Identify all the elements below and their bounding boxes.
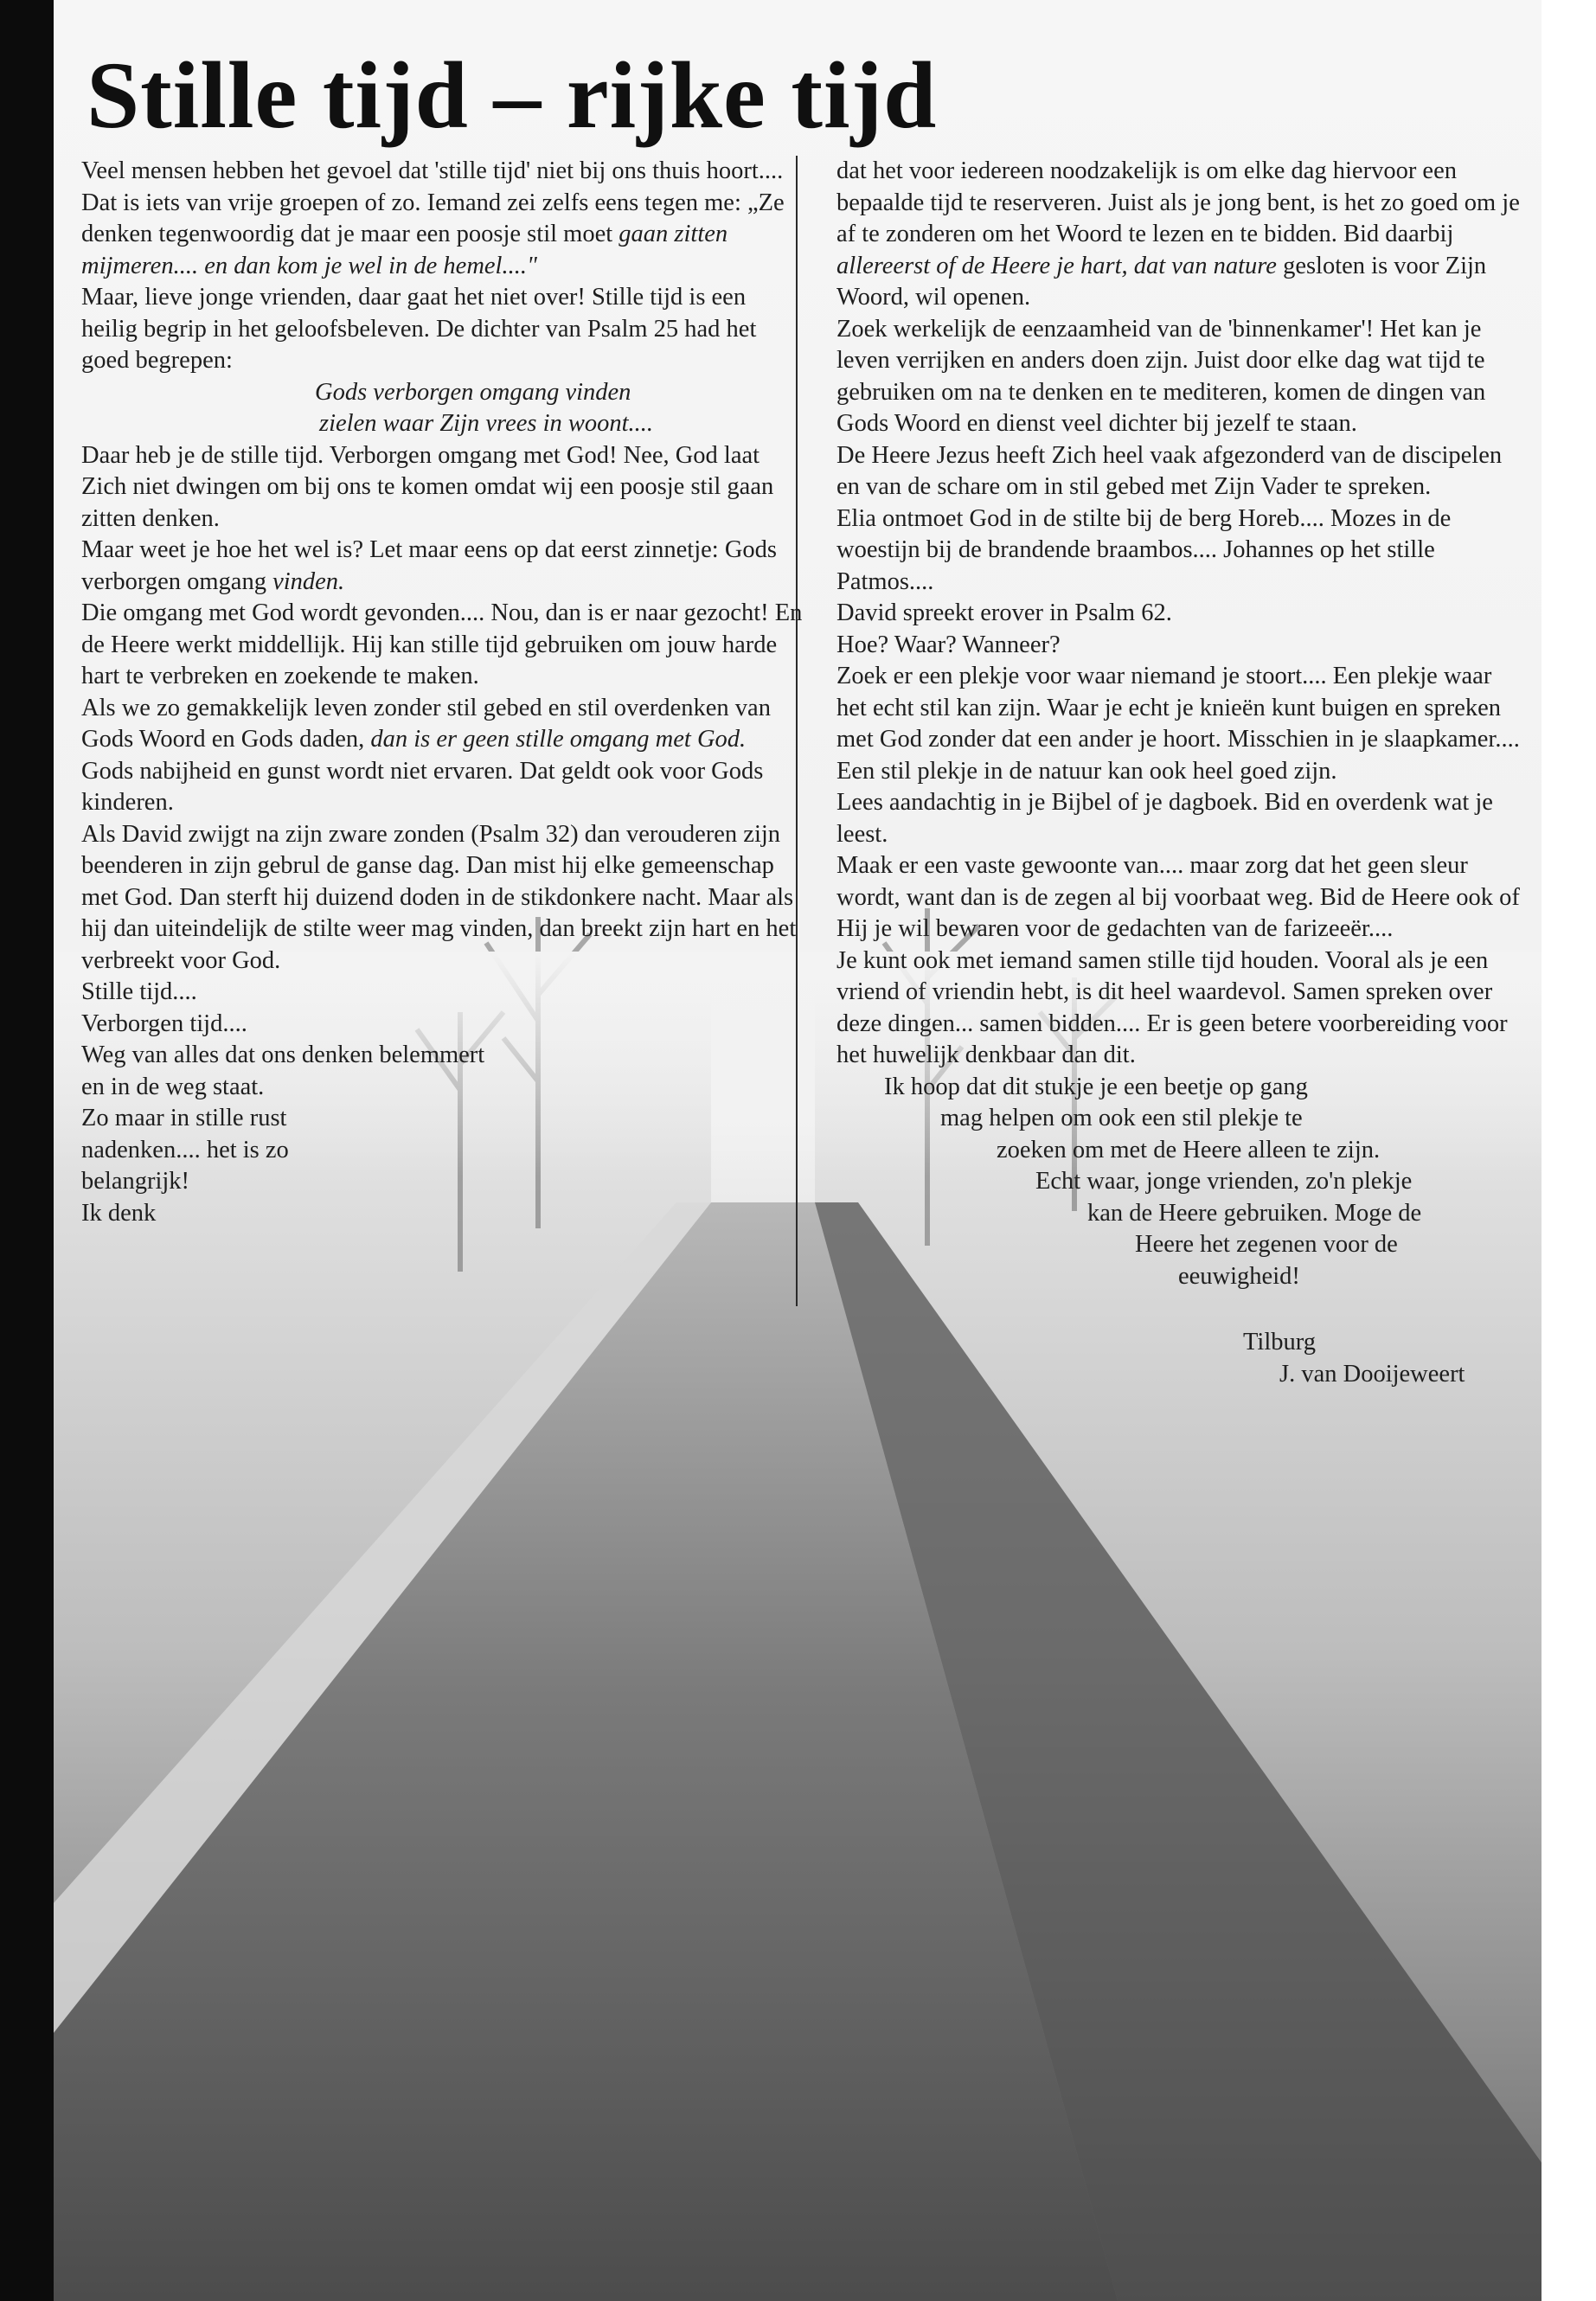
- short-line: Ik denk: [81, 1199, 157, 1227]
- paragraph: dat het voor iedereen noodzakelijk is om elke dag hiervoor een bepaalde tijd te reserveren. Juist als je jong bent, is het zo goed om je af te zonderen om het Woord te lezen en te bidden. Bid daarbij allereerst of de Heere je hart, dat van nature gesloten is voor Zijn Woord, wil openen.: [836, 157, 1520, 311]
- paragraph: Die omgang met God wordt gevonden.... Nou, dan is er naar gezocht! En de Heere werkt middellijk. Hij kan stille tijd gebruiken om jouw harde hart te verbreken en zoekende te maken.: [81, 599, 803, 689]
- paragraph: Zoek werkelijk de eenzaamheid van de 'binnenkamer'! Het kan je leven verrijken en anders doen zijn. Juist door elke dag wat tijd te gebruiken om na te denken en te mediteren, komen de dingen van Gods Woord en dienst veel dichter bij jezelf te staan.: [836, 315, 1486, 437]
- article-title: Stille tijd – rijke tijd: [87, 42, 938, 148]
- signature-author: J. van Dooijeweert: [1279, 1360, 1465, 1388]
- psalm-quote-line-2: zielen waar Zijn vrees in woont....: [319, 410, 654, 437]
- paragraph: Lees aandachtig in je Bijbel of je dagboek. Bid en overdenk wat je leest.: [836, 789, 1493, 848]
- paragraph: Als David zwijgt na zijn zware zonden (Psalm 32) dan verouderen zijn beenderen in zijn gebrul de ganse dag. Dan mist hij elke gemeenschap met God. Dan sterft hij duizend doden in de stikdonkere nacht. Maar als hij dan uiteindelijk de stilte weer mag vinden, dan breekt zijn hart en het verbreekt voor God.: [81, 820, 797, 974]
- left-column: [81, 156, 804, 1229]
- magazine-page: [54, 0, 1542, 2301]
- paragraph: Zoek er een plekje voor waar niemand je stoort.... Een plekje waar het echt stil kan zijn. Waar je echt je knieën kunt buigen en spreken met God zonder dat een ander je hoort. Misschien in je slaapkamer....: [836, 663, 1520, 753]
- signature: [836, 1327, 1520, 1390]
- paragraph: Elia ontmoet God in de stilte bij de berg Horeb.... Mozes in de woestijn bij de brandende braambos.... Johannes op het stille Patmos....: [836, 504, 1452, 595]
- paragraph: Maak er een vaste gewoonte van.... maar zorg dat het geen sleur wordt, want dan is de zegen al bij voorbaat weg. Bid de Heere ook of Hij je wil bewaren voor de gedachten van de farizeeër....: [836, 852, 1520, 942]
- closing-line: eeuwigheid!: [1178, 1262, 1300, 1290]
- closing-line: Ik hoop dat dit stukje je een beetje op gang: [884, 1073, 1308, 1100]
- closing-line: Echt waar, jonge vrienden, zo'n plekje: [1035, 1168, 1413, 1195]
- paragraph: Als we zo gemakkelijk leven zonder stil gebed en stil overdenken van Gods Woord en Gods daden, dan is er geen stille omgang met God. Gods nabijheid en gunst wordt niet ervaren. Dat geldt ook voor Gods kinderen.: [81, 694, 771, 816]
- paragraph: Je kunt ook met iemand samen stille tijd houden. Vooral als je een vriend of vriendin hebt, is dit heel waardevol. Samen spreken over deze dingen... samen bidden.... Er is geen betere voorbereiding voor het huwelijk denkbaar dan dit.: [836, 946, 1508, 1068]
- paragraph: Veel mensen hebben het gevoel dat 'stille tijd' niet bij ons thuis hoort.... Dat is iets van vrije groepen of zo. Iemand zei zelfs eens tegen me: „Ze denken tegenwoordig dat je maar een poosje stil moet gaan zitten mijmeren.... en dan kom je wel in de hemel....": [81, 157, 785, 279]
- paragraph: Maar weet je hoe het wel is? Let maar eens op dat eerst zinnetje: Gods verborgen omgang vinden.: [81, 536, 778, 595]
- paragraph: Een stil plekje in de natuur kan ook heel goed zijn.: [836, 757, 1337, 785]
- short-line: Weg van alles dat ons denken belemmert en in de weg staat.: [81, 1042, 485, 1100]
- short-line: Stille tijd....: [81, 978, 197, 1005]
- closing-paragraph: [836, 1072, 1520, 1293]
- paragraph: Maar, lieve jonge vrienden, daar gaat het niet over! Stille tijd is een heilig begrip in het geloofsbeleven. De dichter van Psalm 25 had het goed begrepen:: [81, 284, 757, 374]
- right-column: [836, 156, 1520, 1390]
- closing-line: kan de Heere gebruiken. Moge de: [1087, 1199, 1422, 1227]
- binding-edge: [0, 0, 54, 2301]
- closing-line: mag helpen om ook een stil plekje te: [940, 1105, 1303, 1131]
- short-line: Zo maar in stille rust nadenken.... het is zo belangrijk!: [81, 1105, 289, 1195]
- paragraph: Daar heb je de stille tijd. Verborgen omgang met God! Nee, God laat Zich niet dwingen om bij ons te komen omdat wij een poosje stil gaan zitten denken.: [81, 441, 774, 532]
- short-line: Verborgen tijd....: [81, 1009, 247, 1037]
- closing-line: zoeken om met de Heere alleen te zijn.: [997, 1136, 1381, 1163]
- paragraph: De Heere Jezus heeft Zich heel vaak afgezonderd van de discipelen en van de schare om in stil gebed met Zijn Vader te spreken.: [836, 441, 1503, 500]
- closing-line: Heere het zegenen voor de: [1135, 1231, 1398, 1258]
- psalm-quote-line-1: Gods verborgen omgang vinden: [315, 378, 631, 406]
- paragraph: Hoe? Waar? Wanneer?: [836, 631, 1061, 658]
- paragraph: David spreekt erover in Psalm 62.: [836, 599, 1172, 626]
- signature-place: Tilburg: [1243, 1329, 1316, 1356]
